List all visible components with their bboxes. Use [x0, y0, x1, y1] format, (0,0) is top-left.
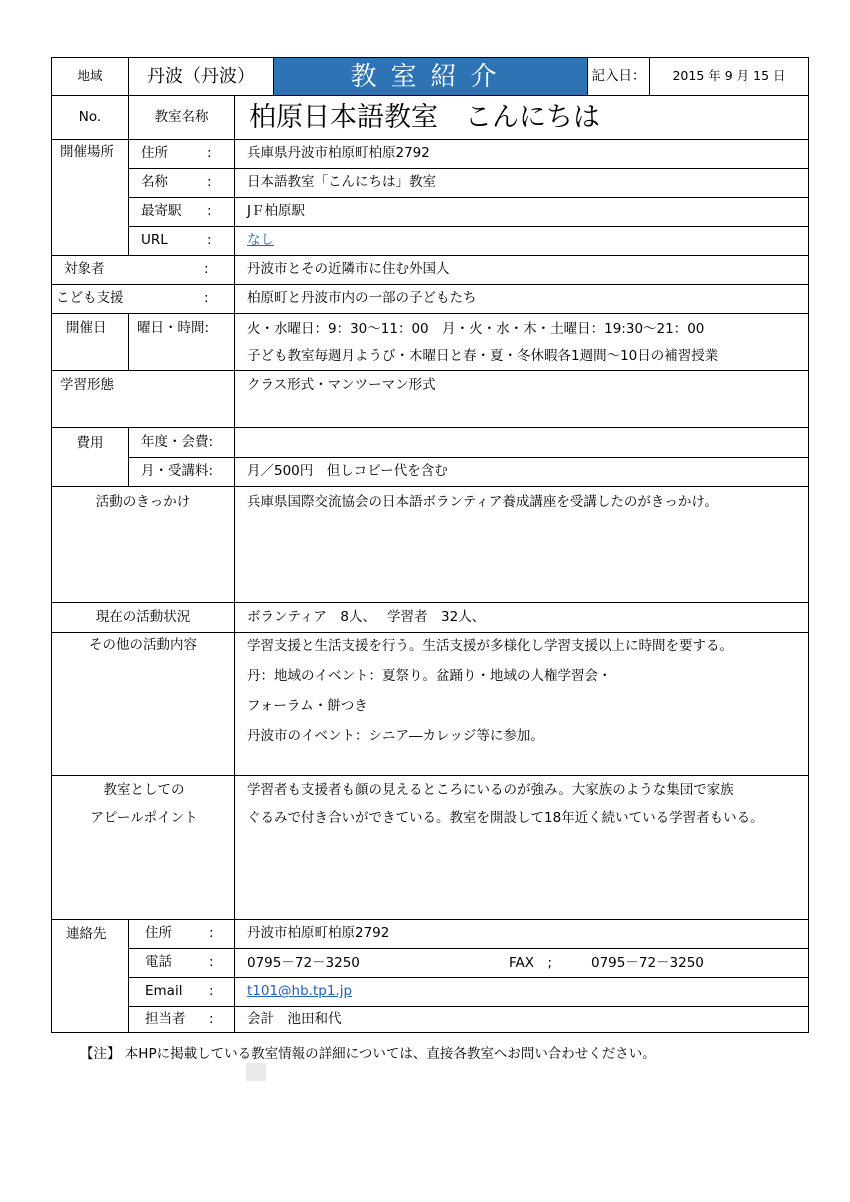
colon: :: [209, 983, 214, 1000]
schedule-line-1: 火・水曜日：9：30～11：00 月・火・水・木・土曜日：19:30～21：00: [247, 321, 705, 337]
fee-monthly: 月／500円 但しコピー代を含む: [234, 457, 809, 487]
schedule-detail: [234, 313, 809, 371]
other-line-4: 丹波市のイベント：シニア―カレッジ等に参加。: [247, 728, 544, 744]
fee-annual-label: 年度・会費:: [128, 427, 235, 458]
other-line-2: 丹：地域のイベント：夏祭り。盆踊り・地域の人権学習会・: [247, 668, 612, 684]
schedule-sub-label: 曜日・時間:: [128, 313, 235, 371]
fee-annual: [234, 427, 809, 458]
colon: :: [209, 925, 214, 942]
schedule-label: 開催日: [51, 313, 129, 371]
url-cell: [234, 226, 809, 256]
fee-monthly-label: 月・受講料:: [128, 457, 235, 487]
phone: 0795－72－3250: [247, 955, 360, 971]
colon: :: [209, 954, 214, 971]
venue-name: 日本語教室「こんにちは」教室: [234, 168, 809, 198]
appeal-label-line-1: 教室としての: [103, 782, 185, 798]
other-line-1: 学習支援と生活支援を行う。生活支援が多様化し学習支援以上に時間を要する。: [247, 638, 733, 654]
colon: :: [207, 203, 212, 220]
email-label-text: Email: [145, 983, 183, 1000]
format: クラス形式・マンツーマン形式: [234, 370, 809, 428]
colon: :: [204, 290, 209, 307]
colon: :: [207, 145, 212, 162]
fax-label: FAX ;: [509, 955, 553, 971]
status-label: 現在の活動状況: [51, 602, 235, 633]
email-label: [128, 977, 235, 1007]
region-value: 丹波（丹波）: [128, 57, 274, 96]
scan-smudge: [246, 1063, 266, 1081]
venue-label: 開催場所: [51, 139, 129, 256]
url-link[interactable]: なし: [247, 232, 274, 249]
person-label-text: 担当者: [145, 1010, 186, 1027]
contact-address: 丹波市柏原町柏原2792: [234, 919, 809, 949]
children: 柏原町と丹波市内の一部の子どもたち: [234, 284, 809, 314]
venue-address: 兵庫県丹波市柏原町柏原2792: [234, 139, 809, 169]
person-label: [128, 1006, 235, 1033]
venue-address-label-text: 住所: [141, 145, 168, 162]
colon: :: [207, 174, 212, 191]
station-label-text: 最寄駅: [141, 203, 182, 220]
no-label: No.: [51, 95, 129, 140]
classroom-name-label: 教室名称: [128, 95, 235, 140]
venue-name-label: [128, 168, 235, 198]
appeal-label: [51, 775, 235, 920]
classroom-info-form: [51, 57, 809, 1033]
colon: :: [207, 232, 212, 249]
schedule-line-2: 子ども教室毎週月ようび・木曜日と春・夏・冬休暇各1週間～10日の補習授業: [247, 348, 719, 364]
url-label: [128, 226, 235, 256]
other-label: その他の活動内容: [51, 632, 235, 776]
region-label: 地域: [51, 57, 129, 96]
trigger: 兵庫県国際交流協会の日本語ボランティア養成講座を受講したのがきっかけ。: [234, 486, 809, 603]
children-label: こども支援: [56, 290, 124, 307]
appeal-line-2: ぐるみで付き合いができている。教室を開設して18年近く続いている学習者もいる。: [247, 810, 764, 826]
phone-fax: [234, 948, 809, 978]
contact-address-label: [128, 919, 235, 949]
url-label-text: URL: [141, 232, 168, 249]
appeal-label-line-2: アピールポイント: [90, 810, 198, 826]
colon: :: [209, 1010, 214, 1027]
target-label-cell: [51, 255, 235, 285]
footnote: 【注】 本HPに掲載している教室情報の詳細については、直接各教室へお問い合わせください。: [80, 1046, 656, 1062]
target: 丹波市とその近隣市に住む外国人: [234, 255, 809, 285]
trigger-label: 活動のきっかけ: [51, 486, 235, 603]
email-link[interactable]: t101@hb.tp1.jp: [247, 983, 353, 1000]
children-label-cell: [51, 284, 235, 314]
colon: :: [204, 261, 209, 278]
venue-address-label: [128, 139, 235, 169]
contact-label: 連絡先: [51, 919, 129, 1033]
phone-label: [128, 948, 235, 978]
venue-name-label-text: 名称: [141, 174, 168, 191]
page-banner: 教室紹介: [273, 57, 588, 96]
fax: 0795－72－3250: [591, 955, 704, 971]
status: ボランティア 8人、 学習者 32人、: [234, 602, 809, 633]
other-activities: [234, 632, 809, 776]
classroom-name: 柏原日本語教室 こんにちは: [234, 95, 809, 140]
date-value: 2015 年 9 月 15 日: [649, 57, 809, 96]
email-cell: [234, 977, 809, 1007]
station: JＦ柏原駅: [234, 197, 809, 227]
person: 会計 池田和代: [234, 1006, 809, 1033]
appeal-line-1: 学習者も支援者も顔の見えるところにいるのが強み。大家族のような集団で家族: [247, 782, 734, 798]
target-label: 対象者: [64, 261, 105, 278]
format-label: 学習形態: [51, 370, 235, 428]
other-line-3: フォーラム・餅つき: [247, 698, 368, 714]
date-label: 記入日：: [587, 57, 650, 96]
fee-label: 費用: [51, 427, 129, 487]
phone-label-text: 電話: [145, 954, 172, 971]
appeal-points: [234, 775, 809, 920]
station-label: [128, 197, 235, 227]
contact-address-label-text: 住所: [145, 925, 172, 942]
